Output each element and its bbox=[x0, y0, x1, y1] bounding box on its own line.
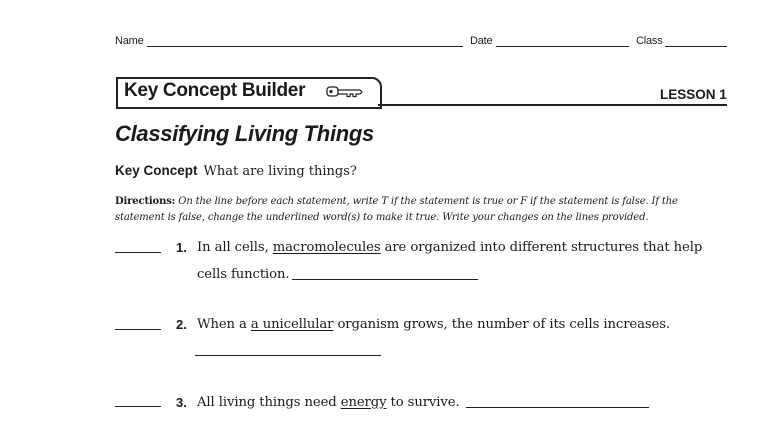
answer-blank-2[interactable] bbox=[115, 329, 161, 330]
statement-3-after: to survive. bbox=[390, 395, 460, 410]
directions-label: Directions: bbox=[115, 196, 176, 207]
statement-3-underlined: energy bbox=[340, 395, 387, 410]
statement-1-underlined: macromolecules bbox=[272, 240, 381, 255]
class-label: Class bbox=[636, 35, 663, 47]
directions bbox=[115, 194, 730, 225]
key-icon bbox=[326, 84, 364, 100]
name-field[interactable] bbox=[147, 46, 463, 47]
item-number-3: 3. bbox=[176, 395, 187, 410]
statement-2 bbox=[197, 317, 670, 332]
class-field[interactable] bbox=[665, 46, 727, 47]
banner-rule bbox=[378, 104, 727, 106]
item-number-1: 1. bbox=[176, 240, 187, 255]
statement-2-before: When a bbox=[197, 317, 247, 332]
statement-2-after: organism grows, the number of its cells increases. bbox=[337, 317, 671, 332]
key-concept-label: Key Concept bbox=[115, 163, 198, 178]
directions-text: On the line before each statement, write T if the statement is true or F if the statement is false. If the statement is false, change the underlined word(s) to make it true. Write your changes on the lines provided. bbox=[115, 196, 678, 223]
correction-line-3[interactable] bbox=[466, 407, 649, 408]
statement-3 bbox=[197, 395, 460, 410]
banner-title: Key Concept Builder bbox=[124, 80, 306, 101]
correction-line-1[interactable] bbox=[292, 279, 478, 280]
key-concept-question: What are living things? bbox=[203, 164, 357, 179]
answer-blank-1[interactable] bbox=[115, 252, 161, 253]
statement-1-continuation: cells function. bbox=[197, 267, 290, 282]
statement-1-after: are organized into different structures that help bbox=[384, 240, 703, 255]
name-label: Name bbox=[115, 35, 144, 47]
answer-blank-3[interactable] bbox=[115, 406, 161, 407]
item-number-2: 2. bbox=[176, 317, 187, 332]
statement-1-before: In all cells, bbox=[197, 240, 269, 255]
correction-line-2[interactable] bbox=[195, 355, 381, 356]
statement-1 bbox=[197, 240, 702, 255]
key-concept bbox=[115, 163, 357, 179]
lesson-label: LESSON 1 bbox=[660, 87, 727, 102]
page-title: Classifying Living Things bbox=[115, 121, 374, 146]
statement-3-before: All living things need bbox=[197, 395, 337, 410]
date-field[interactable] bbox=[496, 46, 629, 47]
statement-2-underlined: a unicellular bbox=[250, 317, 334, 332]
date-label: Date bbox=[470, 35, 493, 47]
